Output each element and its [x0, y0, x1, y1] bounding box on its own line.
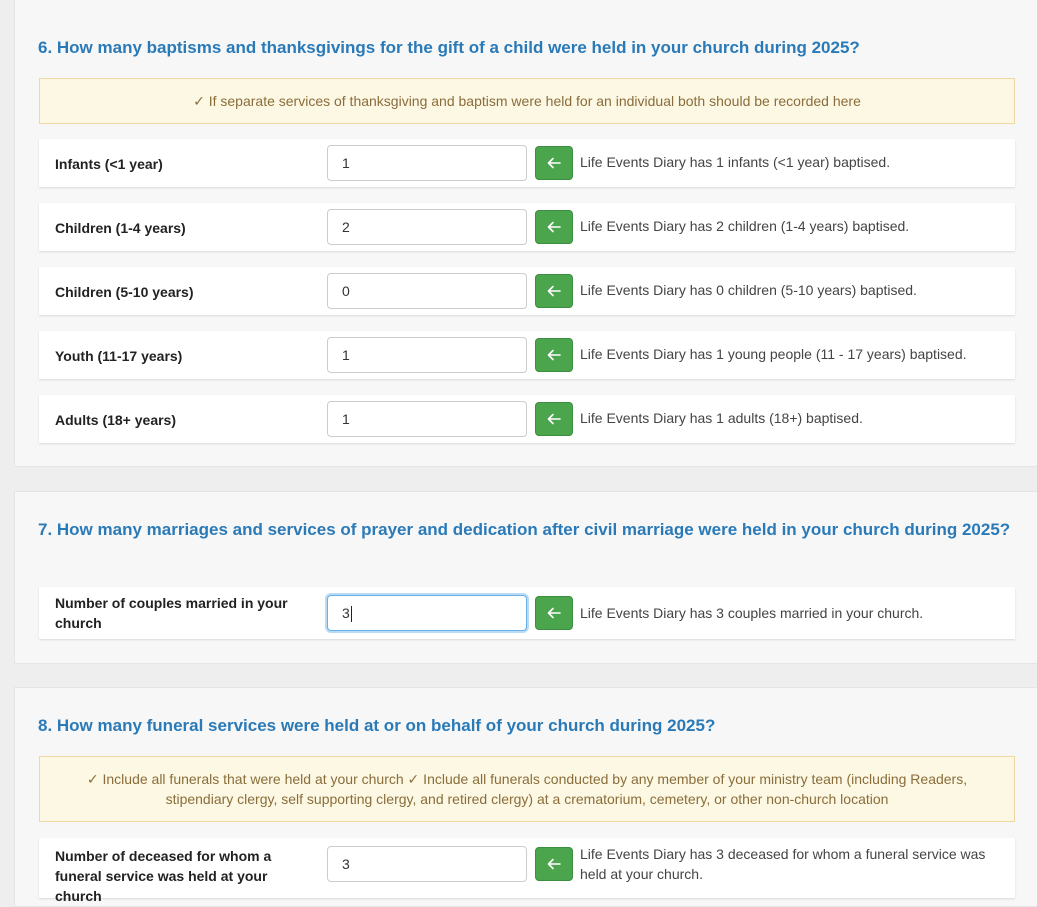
- diary-message: Life Events Diary has 3 deceased for whom a funeral service was held at your church.: [580, 846, 986, 882]
- question-6-section: [14, 0, 1037, 467]
- text-cursor: [351, 606, 352, 622]
- diary-message: Life Events Diary has 0 children (5-10 years) baptised.: [580, 282, 917, 298]
- arrow-left-icon: [547, 413, 561, 425]
- row-label: Number of deceased for whom a funeral service was held at your church: [55, 848, 272, 904]
- question-6-info-alert: ✓ If separate services of thanksgiving and baptism were held for an individual both should be recorded here: [39, 78, 1015, 124]
- diary-message: Life Events Diary has 2 children (1-4 years) baptised.: [580, 218, 910, 234]
- funeral-row-deceased: [39, 838, 1015, 904]
- baptism-row-children-1-4: [39, 203, 1015, 251]
- diary-message: Life Events Diary has 1 infants (<1 year) baptised.: [580, 154, 891, 170]
- row-label: Adults (18+ years): [55, 412, 176, 428]
- baptism-row-adults: [39, 395, 1015, 443]
- row-label: Number of couples married in your church: [55, 595, 288, 631]
- copy-value-button[interactable]: [535, 402, 573, 436]
- question-8-section: [14, 687, 1037, 907]
- arrow-left-icon: [547, 607, 561, 619]
- question-7-section: [14, 491, 1037, 664]
- youth-input[interactable]: [327, 337, 527, 373]
- copy-value-button[interactable]: [535, 596, 573, 630]
- baptism-row-children-5-10: [39, 267, 1015, 315]
- arrow-left-icon: [547, 221, 561, 233]
- arrow-left-icon: [547, 858, 561, 870]
- arrow-left-icon: [547, 157, 561, 169]
- arrow-left-icon: [547, 285, 561, 297]
- question-8-info-alert: ✓ Include all funerals that were held at your church ✓ Include all funerals conducted by any member of your ministry team (including Readers, stipendiary clergy, self supporting clergy, and retired clergy) at a crematorium, cemetery, or other non-church location: [39, 756, 1015, 822]
- row-label: Children (1-4 years): [55, 220, 186, 236]
- baptism-row-infants: [39, 139, 1015, 187]
- copy-value-button[interactable]: [535, 146, 573, 180]
- children-1-4-input[interactable]: [327, 209, 527, 245]
- copy-value-button[interactable]: [535, 847, 573, 881]
- infants-input[interactable]: [327, 145, 527, 181]
- question-8-title: 8. How many funeral services were held at or on behalf of your church during 2025?: [38, 716, 716, 735]
- arrow-left-icon: [547, 349, 561, 361]
- copy-value-button[interactable]: [535, 274, 573, 308]
- input-value: 3: [342, 605, 350, 621]
- baptism-row-youth: [39, 331, 1015, 379]
- adults-input[interactable]: [327, 401, 527, 437]
- row-label: Children (5-10 years): [55, 284, 194, 300]
- couples-married-input[interactable]: [327, 595, 527, 631]
- row-label: Youth (11-17 years): [55, 348, 183, 364]
- diary-message: Life Events Diary has 1 adults (18+) baptised.: [580, 410, 863, 426]
- diary-message: Life Events Diary has 3 couples married in your church.: [580, 605, 924, 621]
- diary-message: Life Events Diary has 1 young people (11 - 17 years) baptised.: [580, 346, 967, 362]
- row-label: Infants (<1 year): [55, 156, 163, 172]
- marriage-row-couples: [39, 587, 1015, 639]
- copy-value-button[interactable]: [535, 210, 573, 244]
- copy-value-button[interactable]: [535, 338, 573, 372]
- question-7-title: 7. How many marriages and services of prayer and dedication after civil marriage were held in your church during 2025?: [38, 520, 1011, 539]
- deceased-count-input[interactable]: [327, 846, 527, 882]
- question-6-title: 6. How many baptisms and thanksgivings for the gift of a child were held in your church during 2025?: [38, 38, 860, 57]
- children-5-10-input[interactable]: [327, 273, 527, 309]
